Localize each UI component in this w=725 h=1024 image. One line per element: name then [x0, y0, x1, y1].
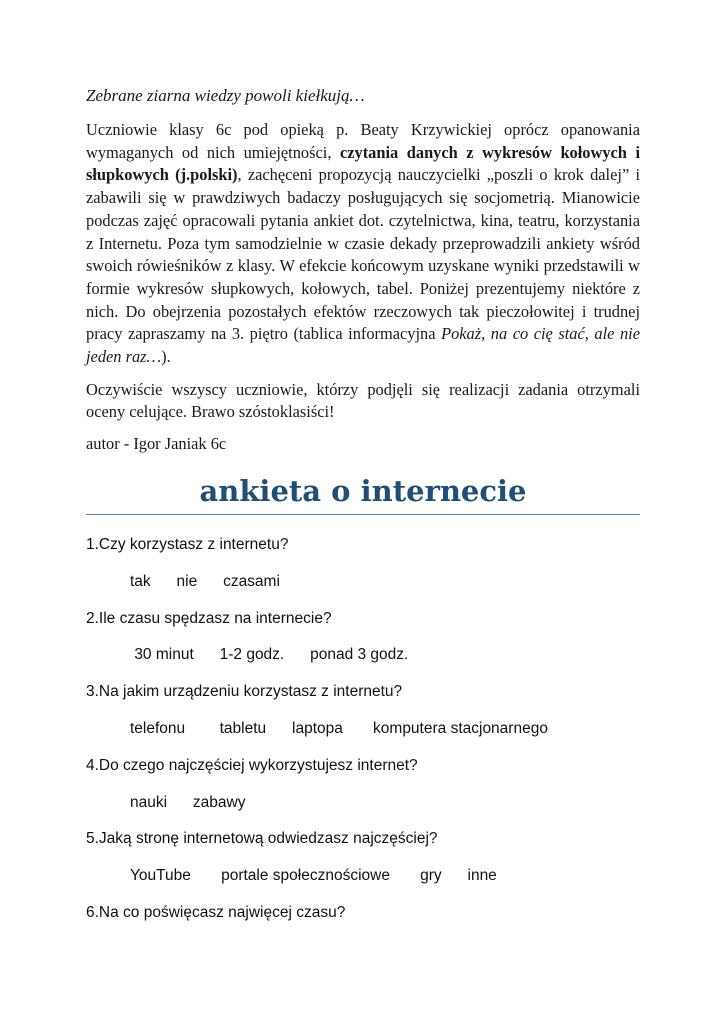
article-paragraph-1 — [86, 119, 640, 369]
paragraph-text: , zachęceni propozycją nauczycielki „poszli o krok dalej” i zabawili się w prawdziwych badaczy posługujących się socjometrią. Mianowicie podczas zajęć opracowali pytania ankiet dot. czytelnictwa, kina, teatru, korzystania z Internetu. Poza tym samodzielnie w czasie dekady przeprowadzili ankiety wśród swoich rówieśników z klasy. W efekcie końcowym uzyskane wyniki przedstawili w formie wykresów słupkowych, kołowych, tabel. Poniżej prezentujemy niektóre z nich. Do obejrzenia pozostałych efektów rzeczowych tak pieczołowitej i trudnej pracy zapraszamy na 3. piętro (tablica informacyjna — [86, 165, 640, 344]
answer-option: portale społecznościowe — [221, 867, 390, 885]
survey-list — [86, 533, 666, 938]
answer-option: 1-2 godz. — [219, 646, 285, 664]
answer-option: laptopa — [292, 719, 343, 737]
paragraph-text: ). — [161, 347, 171, 367]
question-4: 4.Do czego najczęściej wykorzystujesz internet? — [86, 756, 418, 774]
answer-option: nie — [176, 572, 198, 590]
answer-option: zabawy — [192, 793, 246, 811]
answers-2 — [86, 643, 666, 680]
answer-option: tabletu — [219, 719, 267, 737]
question-2: 2.Ile czasu spędzasz na internecie? — [86, 609, 332, 627]
board-name-italic: Pokaż, na co cię stać, ale nie jeden raz… — [86, 324, 640, 367]
answer-option: telefonu — [130, 719, 186, 737]
answer-option: nauki — [130, 793, 168, 811]
answer-option: inne — [467, 867, 497, 885]
answer-option: tak — [130, 572, 151, 590]
article-body — [86, 119, 640, 454]
paragraph-bold-text: czytania danych z wykresów kołowych i słupkowych (j.polski) — [86, 142, 641, 185]
answers-5 — [86, 864, 666, 901]
question-5: 5.Jaką stronę internetową odwiedzasz najczęściej? — [86, 830, 438, 848]
answers-3 — [86, 717, 666, 754]
survey-heading-wrap — [86, 474, 640, 515]
answers-4 — [86, 791, 666, 828]
question-3: 3.Na jakim urządzeniu korzystasz z internetu? — [86, 683, 403, 701]
intro-title: Zebrane ziarna wiedzy powoli kiełkują… — [86, 86, 365, 105]
question-1: 1.Czy korzystasz z internetu? — [86, 536, 289, 553]
answer-option: czasami — [223, 572, 280, 590]
question-6: 6.Na co poświęcasz najwięcej czasu? — [86, 903, 346, 921]
answer-option: ponad 3 godz. — [310, 646, 409, 664]
answer-option: komputera stacjonarnego — [373, 719, 548, 737]
answer-option: YouTube — [130, 867, 191, 885]
answer-option: gry — [420, 867, 442, 885]
answers-1 — [86, 570, 666, 607]
survey-title: ankieta o internecie — [86, 474, 640, 515]
answer-option: 30 minut — [134, 646, 194, 664]
article-paragraph-2: Oczywiście wszyscy uczniowie, którzy podjęli się realizacji zadania otrzymali oceny celujące. Brawo szóstoklasiści! — [86, 379, 640, 422]
author-line: autor - Igor Janiak 6c — [86, 434, 227, 454]
paragraph-text: Uczniowie klasy 6c pod opieką p. Beaty Krzywickiej oprócz opanowania wymaganych od nich umiejętności, — [86, 120, 640, 162]
